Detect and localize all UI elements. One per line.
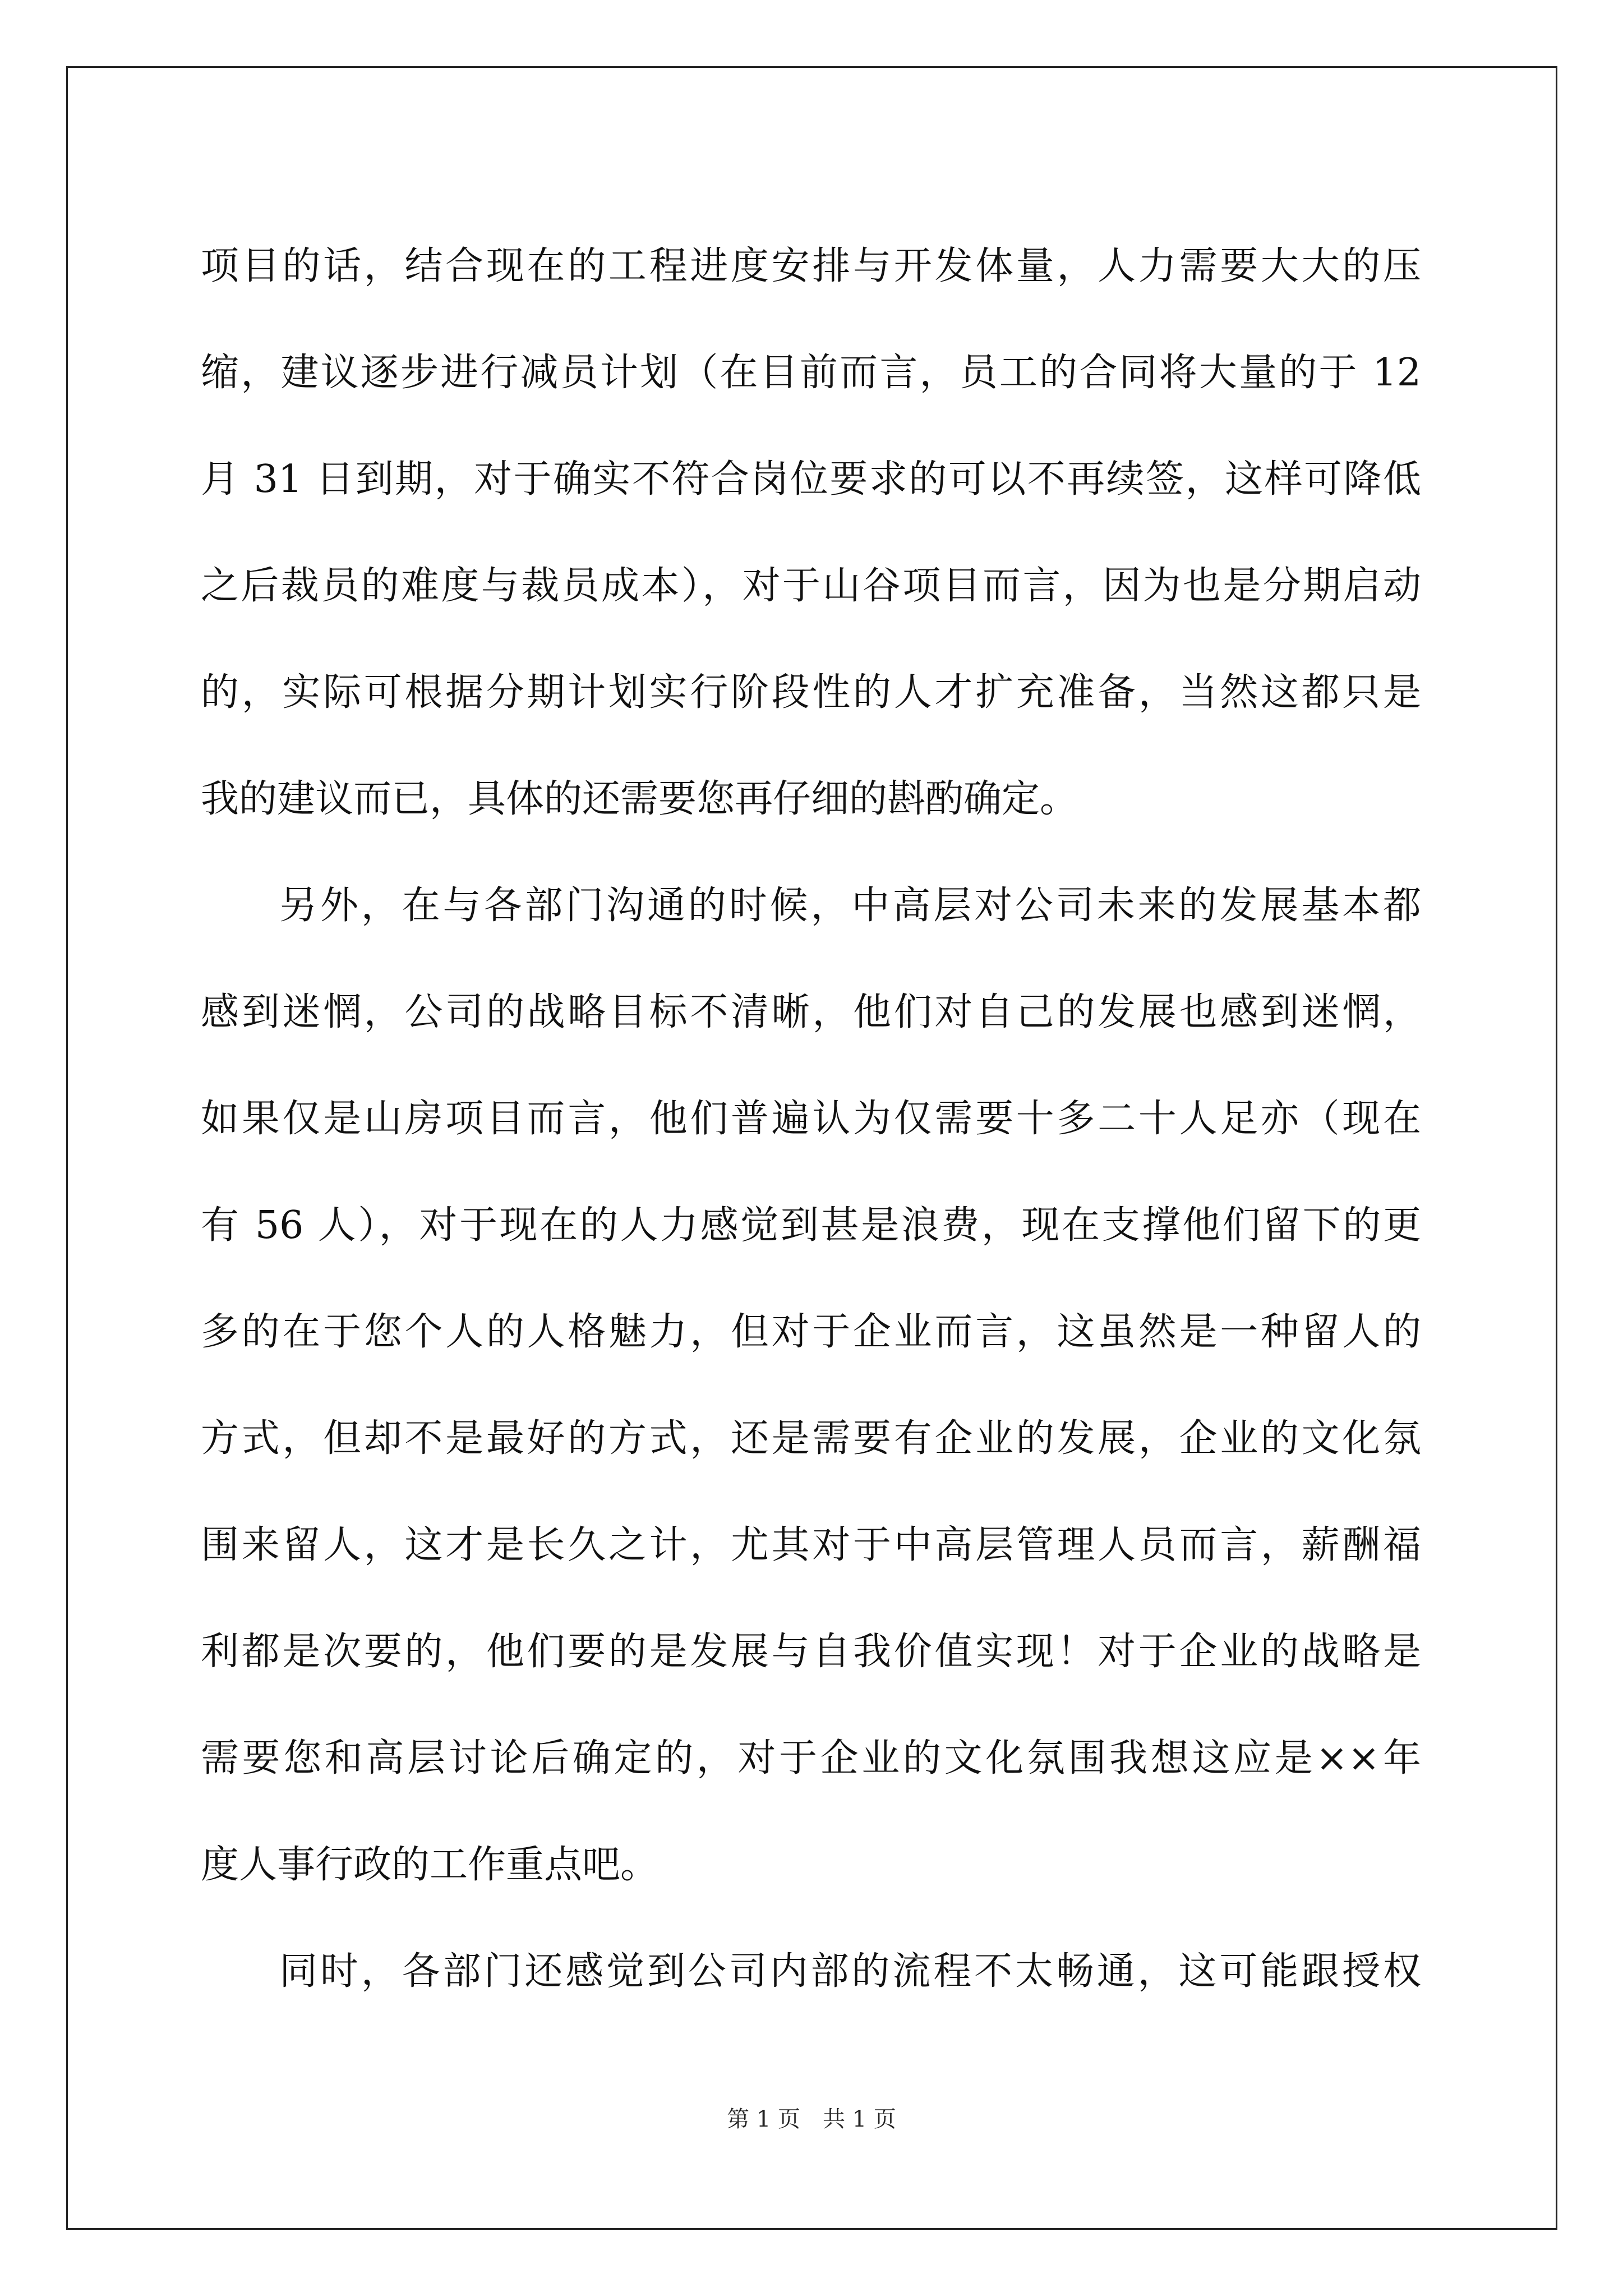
paragraph-first-line: 同时，各部门还感觉到公司内部的流程不太畅通，这可能跟授权 bbox=[279, 1949, 1421, 1994]
text-line: 围来留人，这才是长久之计，尤其对于中高层管理人员而言，薪酬福 bbox=[201, 1523, 1421, 1567]
document-body bbox=[201, 213, 1421, 2025]
text-line: 有 56 人），对于现在的人力感觉到甚是浪费，现在支撑他们留下的更 bbox=[201, 1203, 1421, 1248]
text-line: 多的在于您个人的人格魅力，但对于企业而言，这虽然是一种留人的 bbox=[201, 1310, 1421, 1354]
text-line: 缩，建议逐步进行减员计划（在目前而言，员工的合同将大量的于 12 bbox=[201, 351, 1421, 395]
text-line: 感到迷惘，公司的战略目标不清晰，他们对自己的发展也感到迷惘， bbox=[201, 990, 1421, 1034]
text-line: 我的建议而已，具体的还需要您再仔细的斟酌确定。 bbox=[201, 777, 1078, 821]
paragraph-first-line: 另外，在与各部门沟通的时候，中高层对公司未来的发展基本都 bbox=[279, 884, 1421, 928]
text-line: 方式，但却不是最好的方式，还是需要有企业的发展，企业的文化氛 bbox=[201, 1416, 1421, 1461]
text-line: 月 31 日到期，对于确实不符合岗位要求的可以不再续签，这样可降低 bbox=[201, 457, 1421, 501]
text-line: 利都是次要的，他们要的是发展与自我价值实现！对于企业的战略是 bbox=[201, 1630, 1421, 1674]
text-line: 的，实际可根据分期计划实行阶段性的人才扩充准备，当然这都只是 bbox=[201, 670, 1421, 715]
text-line: 之后裁员的难度与裁员成本），对于山谷项目而言，因为也是分期启动 bbox=[201, 564, 1421, 608]
text-line: 项目的话，结合现在的工程进度安排与开发体量，人力需要大大的压 bbox=[201, 244, 1421, 288]
text-line: 如果仅是山房项目而言，他们普遍认为仅需要十多二十人足亦（现在 bbox=[201, 1097, 1421, 1141]
text-line: 度人事行政的工作重点吧。 bbox=[201, 1843, 659, 1887]
page-footer: 第 1 页 共 1 页 bbox=[727, 2106, 896, 2132]
text-line: 需要您和高层讨论后确定的，对于企业的文化氛围我想这应是××年 bbox=[201, 1736, 1421, 1780]
